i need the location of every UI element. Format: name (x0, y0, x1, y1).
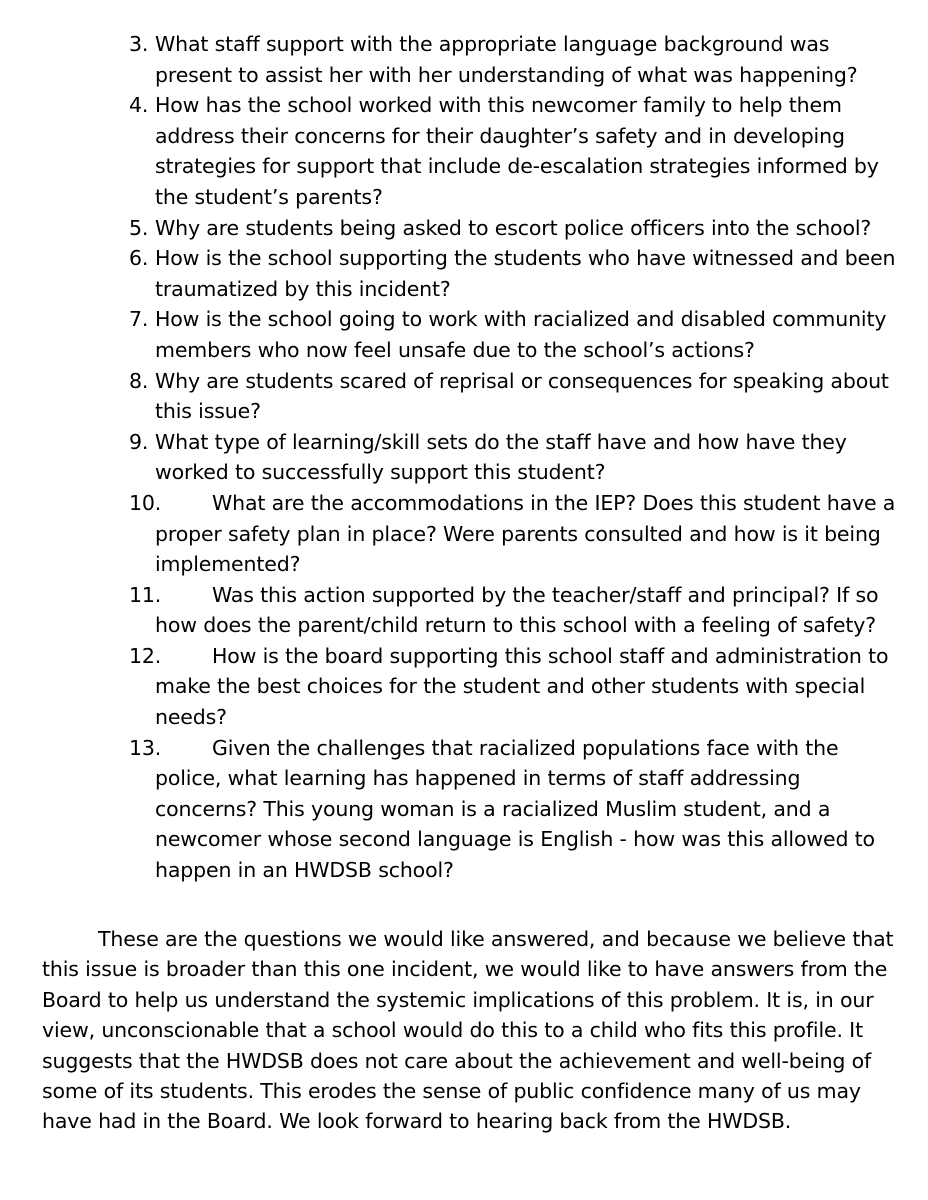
question-number: 10. (129, 490, 162, 515)
question-text: What staff support with the appropriate language background was present to assist her with her understanding of what was happening? (155, 32, 858, 87)
question-number: 9. (129, 429, 149, 454)
question-item (0, 488, 928, 580)
question-number: 12. (129, 643, 162, 668)
question-item (0, 580, 928, 641)
question-number: 11. (129, 582, 162, 607)
question-item (0, 29, 928, 90)
question-text: How has the school worked with this newcomer family to help them address their concerns for their daughter’s safety and in developing strategies for support that include de-escalation strategies informed by the student’s parents? (155, 93, 879, 209)
question-item (0, 427, 928, 488)
question-text: How is the board supporting this school staff and administration to make the best choices for the student and other students with special needs? (155, 643, 889, 730)
question-item (0, 366, 928, 427)
question-number: 5. (129, 215, 149, 240)
question-text: How is the school supporting the students who have witnessed and been traumatized by this incident? (155, 246, 896, 301)
question-item (0, 733, 928, 886)
question-number: 13. (129, 735, 162, 760)
question-item (0, 90, 928, 212)
question-item (0, 641, 928, 733)
question-list (0, 29, 928, 886)
question-text: Was this action supported by the teacher/staff and principal? If so how does the parent/child return to this school with a feeling of safety? (155, 582, 879, 638)
question-number: 8. (129, 368, 149, 393)
question-item (0, 304, 928, 365)
question-number: 4. (129, 93, 149, 118)
question-number: 7. (129, 307, 149, 332)
closing-paragraph: These are the questions we would like answered, and because we believe that this issue is broader than this one incident, we would like to have answers from the Board to help us understand the systemic implications of this problem. It is, in our view, unconscionable that a school would do this to a child who fits this profile. It suggests that the HWDSB does not care about the achievement and well-being of some of its students. This erodes the sense of public confidence many of us may have had in the Board. We look forward to hearing back from the HWDSB. (42, 927, 894, 1134)
question-item (0, 213, 928, 244)
question-text: Why are students being asked to escort police officers into the school? (155, 215, 872, 240)
question-text: How is the school going to work with racialized and disabled community members who now feel unsafe due to the school’s actions? (155, 307, 887, 362)
question-text: What type of learning/skill sets do the staff have and how have they worked to successfully support this student? (155, 429, 847, 485)
question-text: Why are students scared of reprisal or consequences for speaking about this issue? (155, 368, 889, 424)
question-text: Given the challenges that racialized populations face with the police, what learning has happened in terms of staff addressing concerns? This young woman is a racialized Muslim student, and a newcomer whose second language is English - how was this allowed to happen in an HWDSB school? (155, 735, 875, 883)
question-number: 3. (129, 32, 149, 56)
question-number: 6. (129, 246, 149, 271)
question-text: What are the accommodations in the IEP? Does this student have a proper safety plan in place? Were parents consulted and how is it being implemented? (155, 490, 896, 577)
question-item (0, 243, 928, 304)
